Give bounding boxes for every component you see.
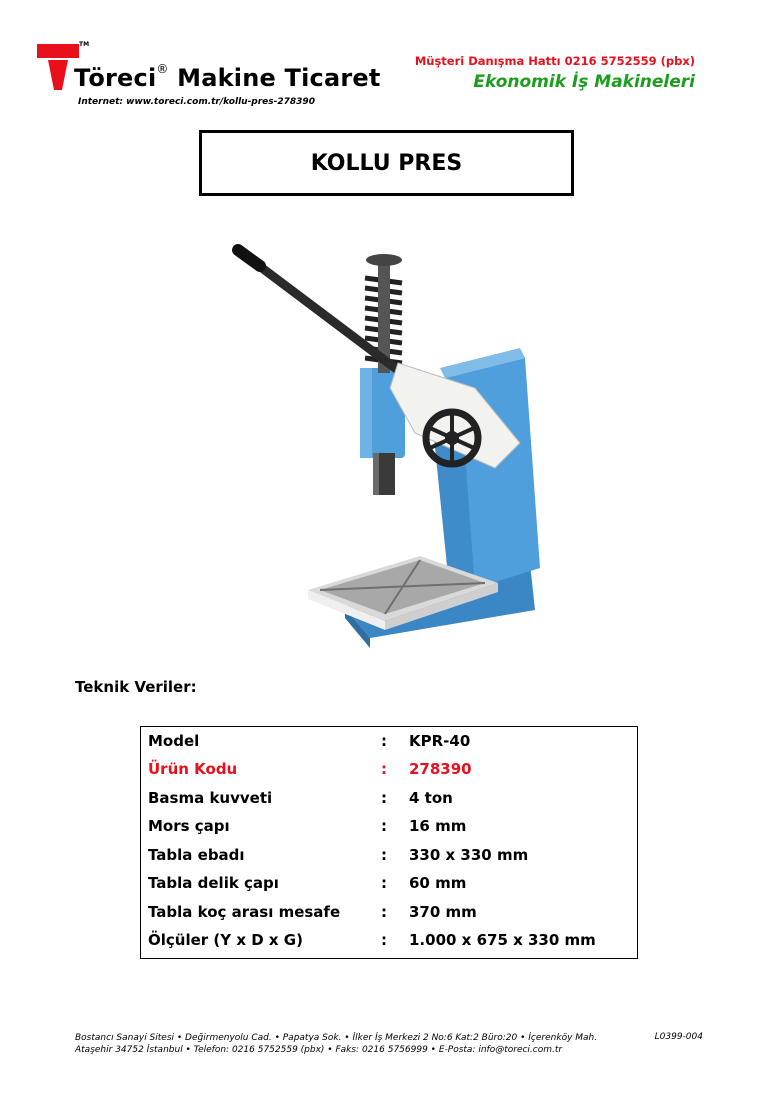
spec-value: 4 ton — [409, 789, 453, 807]
spec-row-table-ram-distance — [141, 899, 637, 927]
document-code: L0399-004 — [654, 1032, 703, 1042]
spec-value: KPR-40 — [409, 732, 471, 750]
spec-label: Tabla koç arası mesafe — [148, 903, 341, 921]
brand-suffix: Makine Ticaret — [177, 64, 381, 92]
spec-label: Tabla ebadı — [148, 846, 245, 864]
spec-separator: : — [381, 789, 387, 807]
spec-value: 330 x 330 mm — [409, 846, 529, 864]
spec-value: 1.000 x 675 x 330 mm — [409, 931, 596, 949]
spec-separator: : — [381, 874, 387, 892]
toreci-logo-icon — [37, 44, 79, 90]
spec-row-table-hole-diameter — [141, 870, 637, 898]
spec-value: 16 mm — [409, 817, 467, 835]
footer-line-1: Bostancı Sanayi Sitesi • Değirmenyolu Cad. • Papatya Sok. • İlker İş Merkezi 2 No:6 Kat:2 Büro:20 • İçerenköy Mah. — [75, 1033, 598, 1043]
spec-label: Ürün Kodu — [148, 760, 238, 778]
company-name — [74, 64, 381, 92]
hand-press-machine-image — [220, 238, 555, 648]
spec-label: Ölçüler (Y x D x G) — [148, 931, 303, 949]
brand-name: Töreci — [74, 64, 157, 92]
spec-separator: : — [381, 817, 387, 835]
spec-separator: : — [381, 760, 387, 778]
registered-mark: ® — [156, 62, 169, 76]
page-title-box — [199, 130, 574, 196]
spec-label: Mors çapı — [148, 817, 230, 835]
spec-row-model — [141, 728, 637, 756]
trademark-mark: TM — [79, 41, 90, 48]
website-url[interactable]: Internet: www.toreci.com.tr/kollu-pres-278390 — [78, 97, 315, 107]
spec-separator: : — [381, 903, 387, 921]
spec-value: 60 mm — [409, 874, 467, 892]
spec-separator: : — [381, 931, 387, 949]
company-tagline: Ekonomik İş Makineleri — [473, 72, 695, 92]
spec-row-table-size — [141, 842, 637, 870]
spec-value: 278390 — [409, 760, 472, 778]
footer-address — [75, 1032, 597, 1056]
spec-row-pressing-force — [141, 785, 637, 813]
spec-separator: : — [381, 732, 387, 750]
spec-label: Basma kuvveti — [148, 789, 273, 807]
section-heading-technical-data: Teknik Veriler: — [75, 678, 197, 696]
spec-separator: : — [381, 846, 387, 864]
spec-value: 370 mm — [409, 903, 477, 921]
spec-row-morse-diameter — [141, 813, 637, 841]
spec-row-product-code — [141, 756, 637, 784]
spec-row-dimensions — [141, 927, 637, 955]
spec-table — [140, 726, 638, 959]
spec-label: Model — [148, 732, 200, 750]
page-title: KOLLU PRES — [310, 150, 463, 176]
footer-line-2: Ataşehir 34752 İstanbul • Telefon: 0216 5752559 (pbx) • Faks: 0216 5756999 • E-Posta: info@toreci.com.tr — [75, 1045, 563, 1055]
customer-hotline: Müşteri Danışma Hattı 0216 5752559 (pbx) — [414, 54, 695, 68]
spec-label: Tabla delik çapı — [148, 874, 279, 892]
